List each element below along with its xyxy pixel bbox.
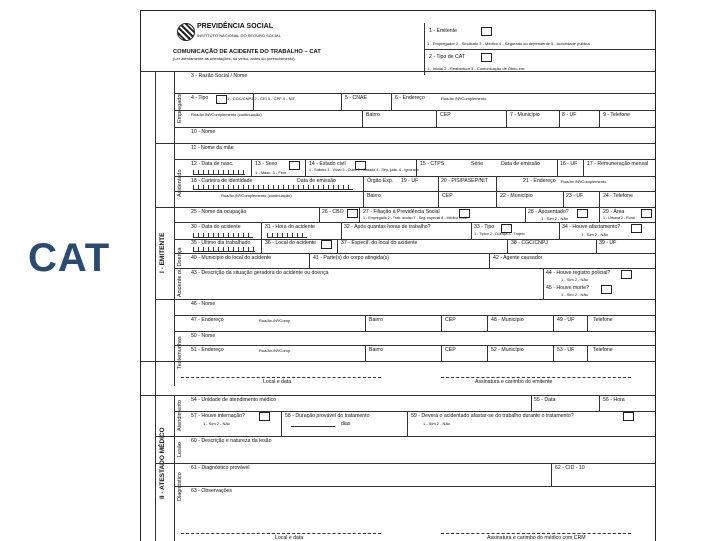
field-33-options: 1 - Típico 2 - Doença 3 - Trajeto xyxy=(474,232,525,236)
field-14-options: 1 - Solteiro 3 - Viúvo 5 - Outro 2 - Casado 4 - Sep. judic. 6 - Ignorado xyxy=(309,168,419,172)
form-title: COMUNICAÇÃO DE ACIDENTE DO TRABALHO – CAT xyxy=(173,49,321,55)
field-8-label: 8 - UF xyxy=(562,112,577,118)
field-24-label: 24 - Telefone xyxy=(603,193,633,199)
section-diagnostico: Diagnóstico xyxy=(177,472,183,501)
field-51-label: 51 - Endereço xyxy=(191,347,224,353)
field-18-ticks[interactable] xyxy=(193,185,353,190)
field-52-label: 52 - Município xyxy=(491,347,524,353)
field-cep-4: CEP xyxy=(445,347,456,353)
field-bairro-3: Bairro xyxy=(369,317,383,323)
field-21-rua: Rua/Av./Nº/Complemento xyxy=(561,179,607,184)
field-39-label: 39 - UF xyxy=(599,240,617,246)
field-49-label: 49 - UF xyxy=(557,317,575,323)
field-46-label: 46 - Nome xyxy=(191,301,216,307)
field-rua-continuacao: Rua/Av./Nº/Complemento (continuação) xyxy=(191,112,262,117)
field-2-options: 1 - Inicial 2 - Reabertura 3 - Comunicação de Óbito em: xyxy=(427,66,526,71)
field-15-label: 15 - CTPS xyxy=(420,161,445,167)
field-26-label: 26 - CBO xyxy=(322,209,344,215)
field-27-label: 27 - Filiação à Previdência Social xyxy=(363,209,440,215)
field-22-label: 22 - Município xyxy=(500,193,533,199)
field-33-label: 33 - Tipo xyxy=(474,224,495,230)
section-acidente: Acidente ou Doença xyxy=(177,247,183,297)
field-48-label: 48 - Município xyxy=(491,317,524,323)
section-atestado: II - ATESTADO MÉDICO xyxy=(159,427,166,499)
field-34-box[interactable] xyxy=(631,224,642,233)
field-30-ticks[interactable] xyxy=(193,233,253,238)
field-orgao: Órgão Exp. xyxy=(367,178,394,184)
field-42-label: 42 - Agente causador xyxy=(493,255,543,261)
assinatura-emitente-label: Assinatura e carimbo do emitente xyxy=(475,379,553,385)
field-59-options: 1 - Sim 2 - Não xyxy=(423,421,450,426)
field-53-label: 53 - UF xyxy=(557,347,575,353)
field-bairro: Bairro xyxy=(366,112,380,118)
field-32-label: 32 - Após quantas horas de trabalho? xyxy=(344,224,431,230)
field-45-options: 1 - Sim 2 - Não xyxy=(561,292,588,297)
section-acidentado: Acidentado xyxy=(177,169,183,197)
field-1-box[interactable] xyxy=(481,27,492,36)
field-44-box[interactable] xyxy=(621,270,632,279)
field-4-label: 4 - Tipo xyxy=(191,95,209,101)
field-27-options: 1 - Empregado 2 - Trab. avulso 7 - Seg. especial 8 - Médico resid. xyxy=(363,216,468,220)
field-45-label: 45 - Houve morte? xyxy=(546,285,589,291)
field-serie: Série xyxy=(471,161,484,167)
field-26-box[interactable] xyxy=(347,209,358,218)
local-data-label: Local e data xyxy=(263,379,292,385)
field-telefone-3: Telefone xyxy=(593,317,613,323)
field-56-label: 56 - Hora xyxy=(603,397,625,403)
field-29-options: 1 - Urbana 2 - Rural xyxy=(603,216,635,220)
field-13-options: 1 - Masc. 3 - Fem. xyxy=(255,170,288,175)
field-45-box[interactable] xyxy=(601,285,612,294)
field-28-label: 28 - Aposentado? xyxy=(528,209,569,215)
field-21-label: 21 - Endereço xyxy=(523,178,556,184)
field-1-options: 1 - Empregador 2 - Sindicato 3 - Médico 4 - Segurado ou dependente 5 - Autoridade pública xyxy=(427,41,590,46)
field-37-label: 37 - Especif. do local do acidente xyxy=(341,240,418,246)
field-44-options: 1 - Sim 2 - Não xyxy=(561,277,588,282)
field-60-label: 60 - Descrição e natureza da lesão xyxy=(191,438,272,444)
slide-title: CAT xyxy=(28,236,111,280)
local-data-label-2: Local e data xyxy=(275,535,304,541)
field-12-label: 12 - Data de nasc. xyxy=(191,161,234,167)
field-9-label: 9 - Telefone xyxy=(603,112,631,118)
field-19-label: 19 - UF xyxy=(401,178,419,184)
field-58-dias: dias xyxy=(341,421,351,427)
section-emitente: I - EMITENTE xyxy=(159,232,166,273)
field-41-label: 41 - Parte(s) do corpo atingida(s) xyxy=(313,255,390,261)
field-30-label: 30 - Data do acidente xyxy=(191,224,241,230)
field-44-label: 44 - Houve registro policial? xyxy=(546,270,611,276)
field-data-emissao: Data de emissão xyxy=(501,161,540,167)
field-2-label: 2 - Tipo de CAT xyxy=(429,54,465,60)
field-23-label: 23 - UF xyxy=(566,193,584,199)
section-testemunhas: Testemunhas xyxy=(177,336,183,369)
field-57-label: 57 - Houve internação? xyxy=(191,413,245,419)
assinatura-medico-label: Assinatura e carimbo do médico com CRM xyxy=(487,535,586,541)
field-telefone-4: Telefone xyxy=(593,347,613,353)
field-54-label: 54 - Unidade de atendimento médico xyxy=(191,397,277,403)
field-13-label: 13 - Sexo xyxy=(255,161,278,167)
field-31-ticks[interactable] xyxy=(267,233,307,238)
org-subtitle: INSTITUTO NACIONAL DO SEGURO SOCIAL xyxy=(197,33,281,38)
field-29-label: 29 - Área xyxy=(603,209,625,215)
field-47-label: 47 - Endereço xyxy=(191,317,224,323)
field-25-label: 25 - Nome da ocupação xyxy=(191,209,247,215)
field-4-options: 1 - CGC/CNPJ 2 - CEI 3 - CPF 4 - NIT xyxy=(227,96,296,101)
section-empregador: Empregador xyxy=(177,92,183,123)
field-10-label: 10 - Nome xyxy=(191,129,216,135)
field-28-options: 1 - Sim 2 - Não xyxy=(541,216,568,221)
field-28-box[interactable] xyxy=(577,209,588,218)
field-7-label: 7 - Município xyxy=(510,112,540,118)
field-16-label: 16 - UF xyxy=(560,161,578,167)
field-34-label: 34 - Houve afastamento? xyxy=(562,224,621,230)
field-14-label: 14 - Estado civil xyxy=(309,161,346,167)
field-4-box[interactable] xyxy=(216,95,227,104)
field-59-box[interactable] xyxy=(623,412,634,421)
field-12-ticks[interactable] xyxy=(193,170,245,175)
field-58-label: 58 - Duração provável do tratamento xyxy=(285,413,370,419)
field-38-label: 38 - CGC/CNPJ xyxy=(511,240,548,246)
field-cep: CEP xyxy=(440,112,451,118)
field-57-options: 1 - Sim 2 - Não xyxy=(203,421,230,426)
field-29-box[interactable] xyxy=(641,209,652,218)
field-43-label: 43 - Descrição da situação geradora do acidente ou doença xyxy=(191,270,329,276)
field-36-label: 36 - Local do acidente xyxy=(265,240,317,246)
field-3-label: 3 - Razão Social / Nome xyxy=(191,73,248,79)
field-cep-3: CEP xyxy=(445,317,456,323)
field-18-label: 18 - Carteira de identidade xyxy=(191,178,253,184)
field-11-label: 11 - Nome da mãe xyxy=(191,145,234,151)
field-5-label: 5 - CNAE xyxy=(345,95,367,101)
field-59-label: 59 - Deverá o acidentado afastar-se do trabalho durante o tratamento? xyxy=(411,413,574,419)
field-bairro-4: Bairro xyxy=(369,347,383,353)
field-47-rua: Rua/Av./Nº/Comp. xyxy=(259,318,292,323)
field-6-label: 6 - Endereço xyxy=(395,95,425,101)
field-35-label: 35 - Último dia trabalhado xyxy=(191,240,251,246)
section-atendimento: Atendimento xyxy=(177,400,183,431)
previdencia-logo-icon xyxy=(177,23,195,41)
field-13-box[interactable] xyxy=(289,161,300,170)
org-name: PREVIDÊNCIA SOCIAL xyxy=(197,23,273,30)
field-62-label: 62 - CID - 10 xyxy=(555,465,585,471)
field-50-label: 50 - Nome xyxy=(191,333,216,339)
field-55-label: 55 - Data xyxy=(534,397,556,403)
field-bairro-2: Bairro xyxy=(367,193,381,199)
field-31-label: 31 - Hora do acidente xyxy=(265,224,315,230)
field-63-label: 63 - Observações xyxy=(191,488,232,494)
field-1-label: 1 - Emitente xyxy=(429,28,457,34)
field-61-label: 61 - Diagnóstico provável xyxy=(191,465,250,471)
field-51-rua: Rua/Av./Nº/Comp. xyxy=(259,348,292,353)
field-21-continuacao: Rua/Av./Nº/Complemento (continuação) xyxy=(221,193,292,198)
field-6-rua: Rua/Av./Nº/Complemento xyxy=(441,96,487,101)
field-2-box[interactable] xyxy=(481,53,492,62)
field-17-label: 17 - Remuneração mensal xyxy=(587,161,649,167)
field-data-emissao-2: Data de emissão xyxy=(297,178,336,184)
field-57-box[interactable] xyxy=(259,412,270,421)
field-cep-2: CEP xyxy=(442,193,453,199)
field-36-box[interactable] xyxy=(321,240,332,249)
field-20-label: 20 - PIS/PASEP/NIT xyxy=(441,178,488,184)
form-subtitle: (Ler atentamente as orientações, no verso, antes do preenchimento) xyxy=(173,56,295,61)
field-40-label: 40 - Município do local do acidente xyxy=(191,255,272,261)
field-34-options: 1 - Sim 2 - Não xyxy=(581,232,608,237)
field-35-ticks[interactable] xyxy=(193,247,255,252)
section-lesao: Lesão xyxy=(177,442,183,457)
cat-form xyxy=(140,10,656,541)
